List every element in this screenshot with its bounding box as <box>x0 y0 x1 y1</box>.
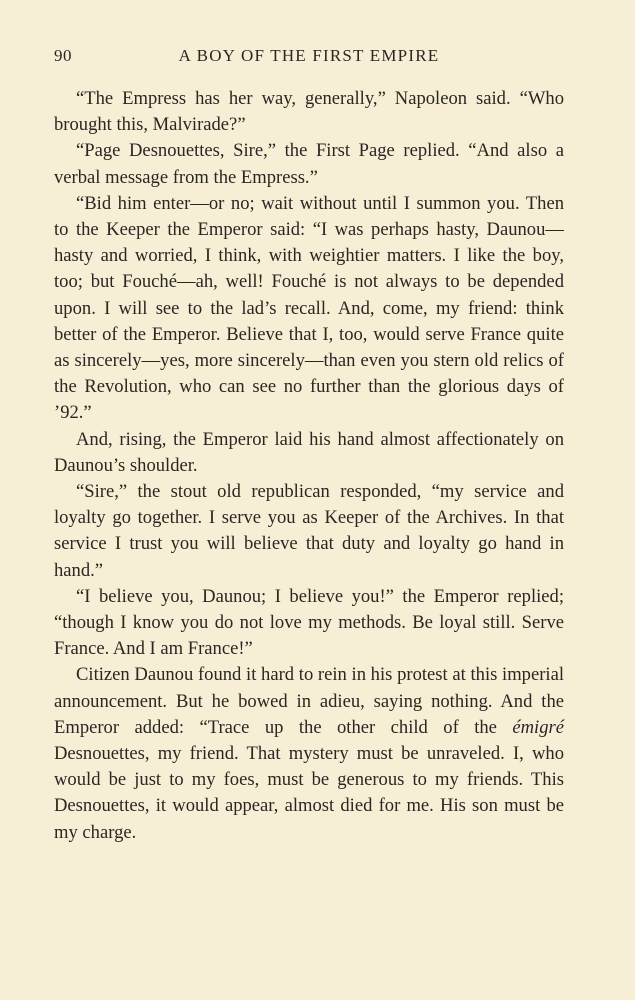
running-head <box>54 46 564 70</box>
paragraph: “The Empress has her way, generally,” Napoleon said. “Who brought this, Malvirade?” <box>54 88 564 136</box>
body-text <box>54 86 564 846</box>
paragraph: “I believe you, Daunou; I believe you!” the Emperor replied; “though I know you do not love my methods. Be loyal still. Serve France. And I am France!” <box>54 585 564 660</box>
page-number: 90 <box>54 46 72 65</box>
paragraph: “Sire,” the stout old republican responded, “my service and loyalty go together. I serve you as Keeper of the Archives. In that service I trust you will believe that duty and loyalty go hand in hand.” <box>54 481 564 581</box>
text-segment: Desnouettes, my friend. That mystery must be unraveled. I, who would be just to my foes, must be generous to my friends. This Desnouettes, it would appear, almost died for me. His son must be my charge. <box>54 743 564 843</box>
running-title: A BOY OF THE FIRST EMPIRE <box>178 46 440 65</box>
paragraph: “Bid him enter—or no; wait without until I summon you. Then to the Keeper the Emperor said: “I was perhaps hasty, Daunou—hasty and worried, I think, with weightier matters. I like the boy, too; but Fouché—ah, well! Fouché is not always to be depended upon. I will see to the lad’s recall. And, come, my friend: think better of the Emperor. Believe that I, too, would serve France quite as sincerely—yes, more sincerely—than even you stern old relics of the Revolution, who can see no further than the glorious days of ’92.” <box>54 192 564 424</box>
paragraph: “Page Desnouettes, Sire,” the First Page replied. “And also a verbal message from the Empress.” <box>54 140 564 188</box>
paragraph-last <box>54 662 564 845</box>
paragraph: And, rising, the Emperor laid his hand almost affectionately on Daunou’s shoulder. <box>54 428 564 476</box>
text-segment: Citizen Daunou found it hard to rein in his protest at this imperial announcement. But he bowed in adieu, saying nothing. And the Emperor added: “Trace up the other child of the <box>54 664 564 738</box>
italic-word: émigré <box>512 716 564 738</box>
